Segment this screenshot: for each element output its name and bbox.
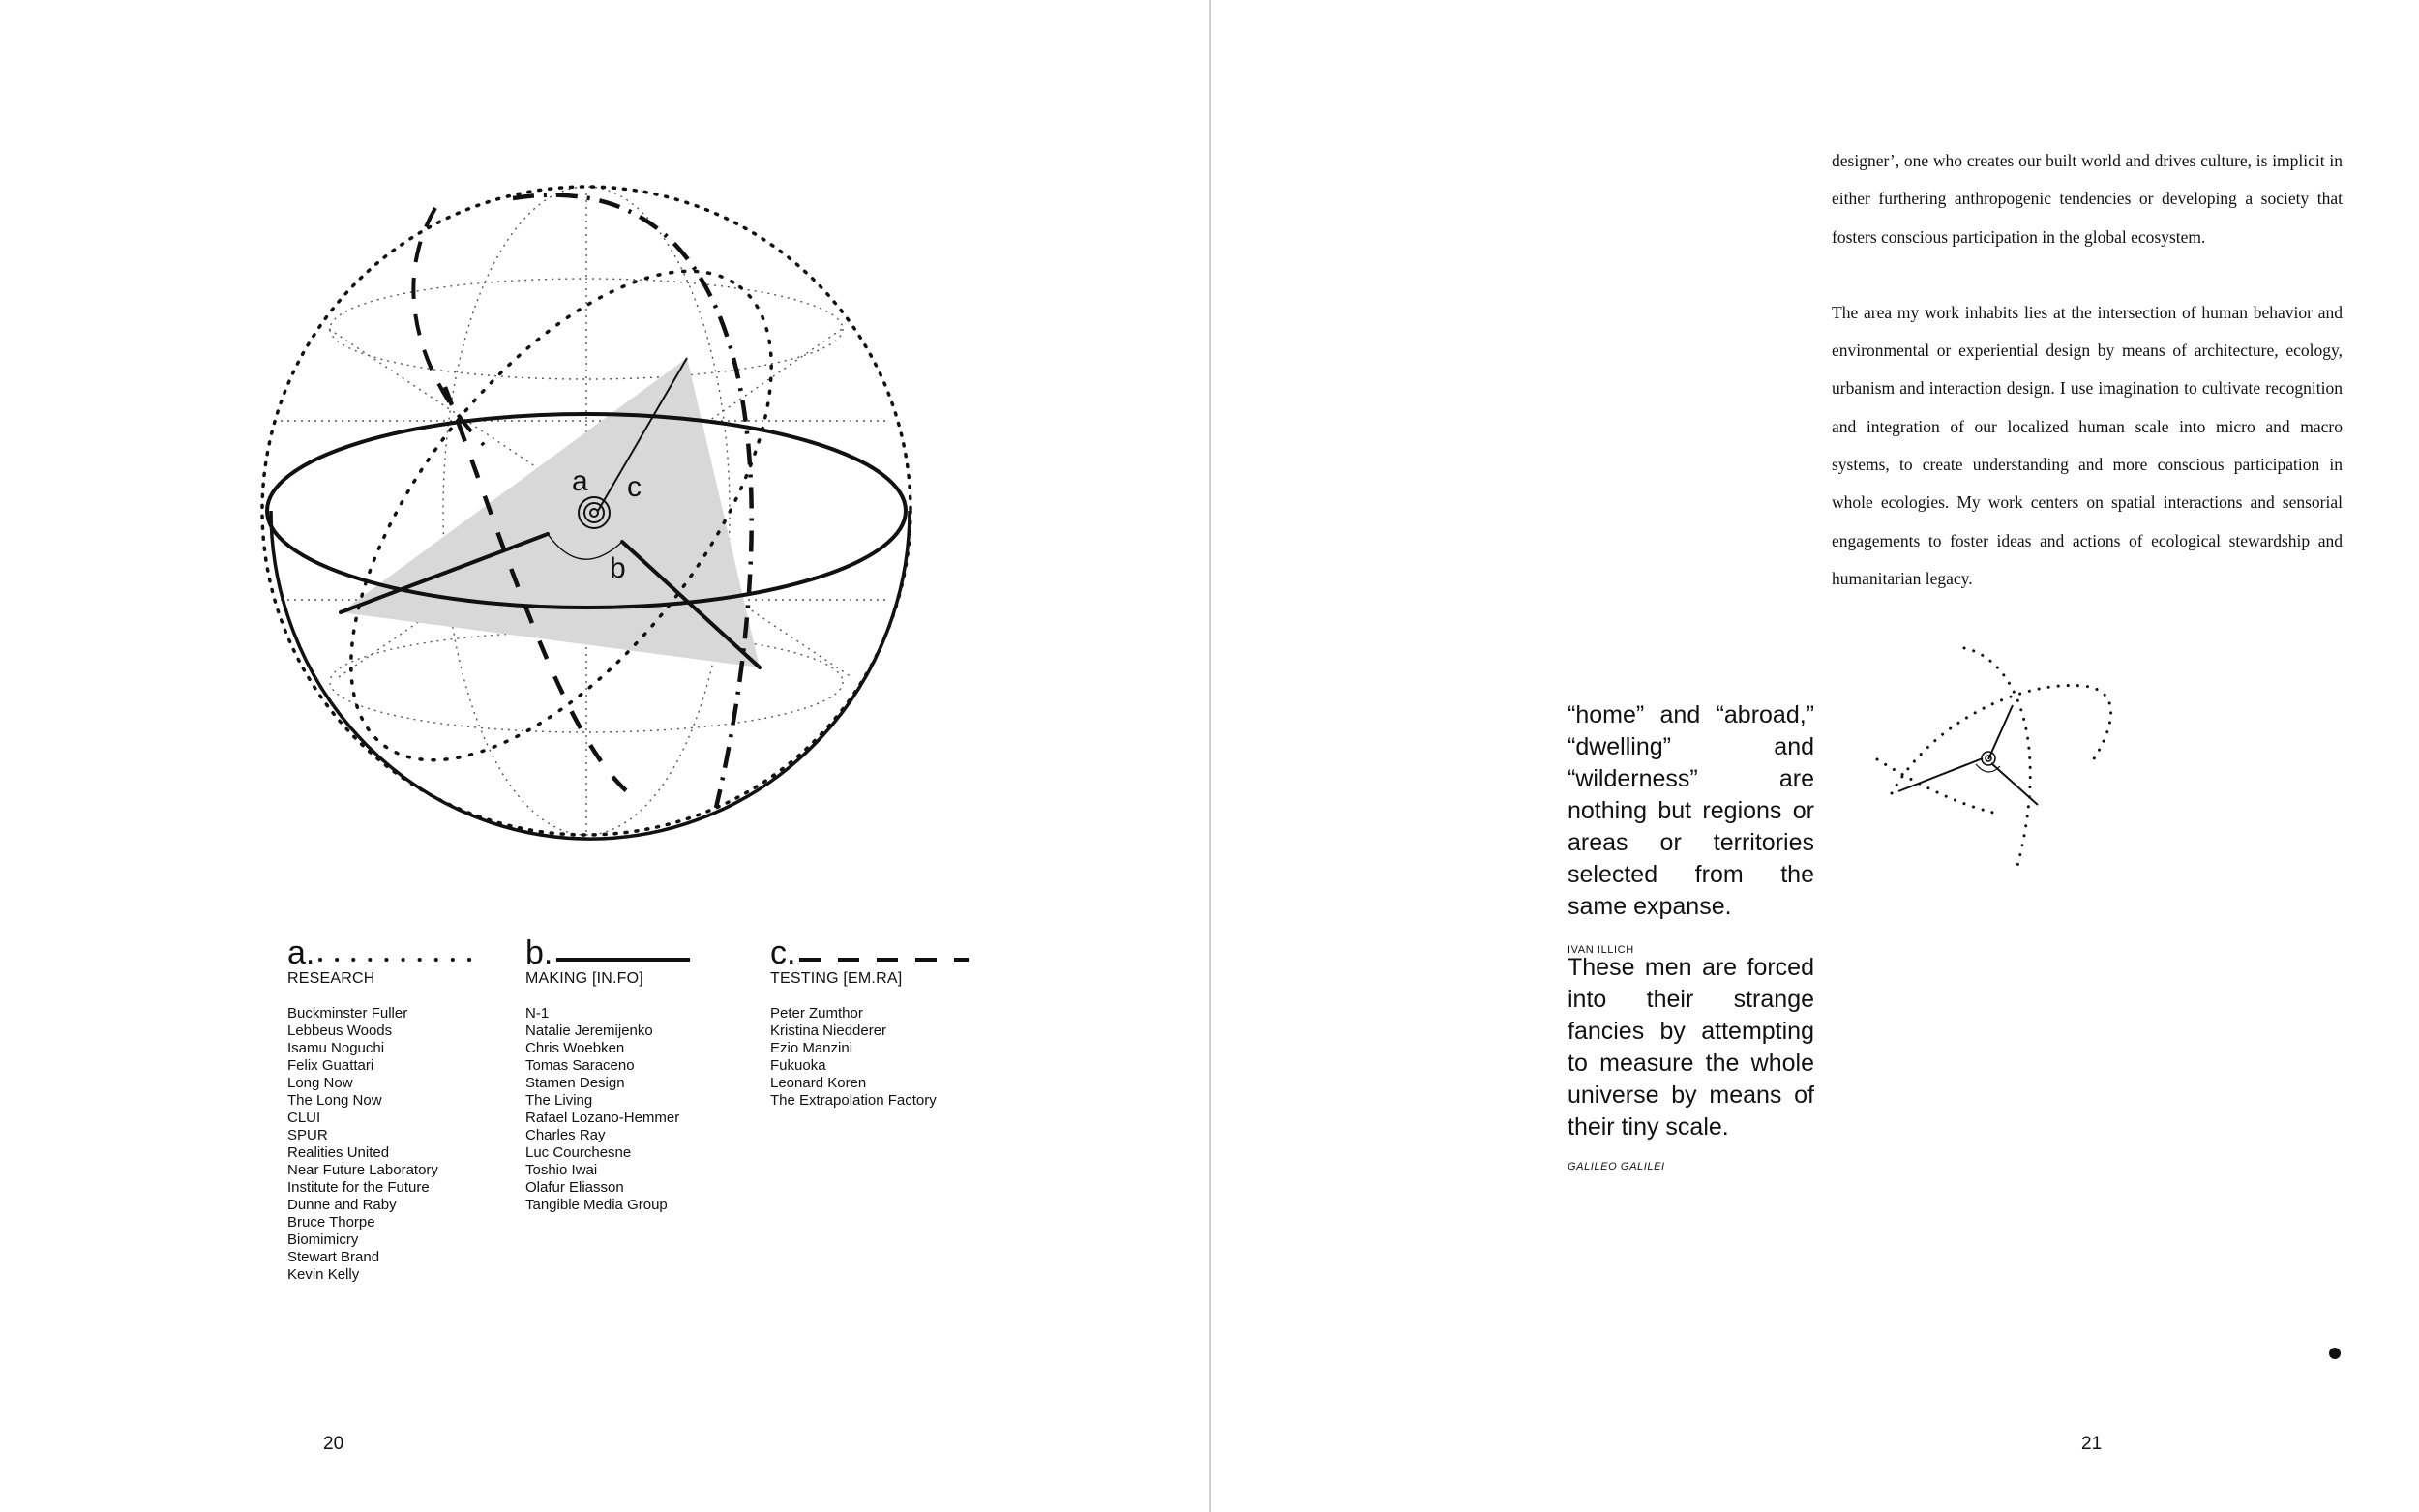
list-item: Lebbeus Woods [287,1023,393,1039]
list-item: Olafur Eliasson [525,1179,624,1196]
list-item: Realities United [287,1144,390,1161]
list-item: Rafael Lozano-Hemmer [525,1110,680,1126]
list-item: Luc Courchesne [525,1144,632,1161]
diagram-label-c: c [627,471,642,503]
diagram-label-b: b [610,552,626,584]
legend-making-list [525,1005,679,1214]
legend-making-header [525,934,679,971]
list-item: Stewart Brand [287,1249,380,1265]
list-item: The Living [525,1092,593,1109]
dotted-line-key [316,955,481,964]
shaded-triangle [341,358,760,667]
list-item: Near Future Laboratory [287,1162,438,1178]
list-item: Long Now [287,1075,353,1091]
list-item: Ezio Manzini [770,1040,853,1056]
list-item: Stamen Design [525,1075,625,1091]
list-item: Isamu Noguchi [287,1040,385,1056]
body-paragraph-1: designer’, one who creates our built world and drives culture, is implicit in either furthering anthropogenic tendencies or developing a society that fosters conscious participation in the global ecosystem. [1832,151,2343,247]
list-item: The Extrapolation Factory [770,1092,937,1109]
dashed-arc-left [413,208,484,445]
legend-testing-title: TESTING [EM.RA] [770,970,903,987]
body-text [1832,142,2343,598]
list-item: Kristina Niedderer [770,1023,887,1039]
orbit-arc-3 [1964,648,2030,866]
sphere-diagram [261,179,939,846]
quote-illich [1568,699,1814,966]
legend-testing [770,934,937,1110]
quote-author: GALILEO GALILEI [1568,1161,1665,1172]
diagram-label-a: a [572,465,588,497]
legend-making [525,934,680,1214]
list-item: Tomas Saraceno [525,1057,635,1074]
list-item: Tangible Media Group [525,1197,668,1213]
legend-letter-c: c. [770,934,796,971]
legend-testing-header [770,934,937,971]
list-item: Chris Woebken [525,1040,625,1056]
list-item: Buckminster Fuller [287,1005,408,1022]
legend-research-header [287,934,438,971]
list-item: SPUR [287,1127,328,1143]
legend-letter-a: a. [287,934,315,971]
list-item: Kevin Kelly [287,1266,360,1283]
quote-text: “home” and “abroad,” “dwelling” and “wilderness” are nothing but regions or areas or territories selected from the same expanse. [1568,701,1814,920]
legend-research-title: RESEARCH [287,970,375,987]
legend-research [287,934,438,1284]
quote-text: These men are forced into their strange fancies by attempting to measure the whole universe by means of their tiny scale. [1568,954,1814,1141]
body-paragraph-2: The area my work inhabits lies at the intersection of human behavior and environmental or experiential design by means of architecture, ecology, urbanism and interaction design. I use imagination to cultivate recognition and integration of our localized human scale into micro and macro systems, to create understanding and more conscious participation in whole ecologies. My work centers on spatial interactions and sensorial engagements to foster ideas and actions of ecological stewardship and humanitarian legacy. [1832,302,2343,588]
small-orbit-diagram [1863,643,2105,880]
list-item: N-1 [525,1005,550,1022]
end-mark-dot [2329,1348,2341,1359]
orbit-arc-2 [1892,685,2111,793]
legend-research-list [287,1005,438,1284]
orbit-arc-1 [1877,759,1993,813]
solid-line-key [556,955,692,964]
legend-testing-list [770,1005,937,1110]
list-item: Peter Zumthor [770,1005,863,1022]
list-item: Natalie Jeremijenko [525,1023,653,1039]
list-item: Toshio Iwai [525,1162,598,1178]
list-item: Institute for the Future [287,1179,430,1196]
legend-making-title: MAKING [IN.FO] [525,970,643,987]
list-item: Biomimicry [287,1231,359,1248]
list-item: Fukuoka [770,1057,826,1074]
small-ray-a [1898,758,1983,791]
quote-author: IVAN ILLICH [1568,944,1634,956]
list-item: The Long Now [287,1092,382,1109]
page-number-right: 21 [2081,1434,2103,1454]
quote-galilei [1568,952,1814,1183]
small-ray-c [1988,705,2013,759]
legend-letter-b: b. [525,934,553,971]
list-item: Bruce Thorpe [287,1214,375,1230]
list-item: CLUI [287,1110,321,1126]
list-item: Charles Ray [525,1127,606,1143]
small-ray-b [1991,763,2038,805]
list-item: Dunne and Raby [287,1197,397,1213]
list-item: Leonard Koren [770,1075,867,1091]
list-item: Felix Guattari [287,1057,374,1074]
dashed-line-key [799,955,969,964]
page-number-left: 20 [323,1434,344,1454]
